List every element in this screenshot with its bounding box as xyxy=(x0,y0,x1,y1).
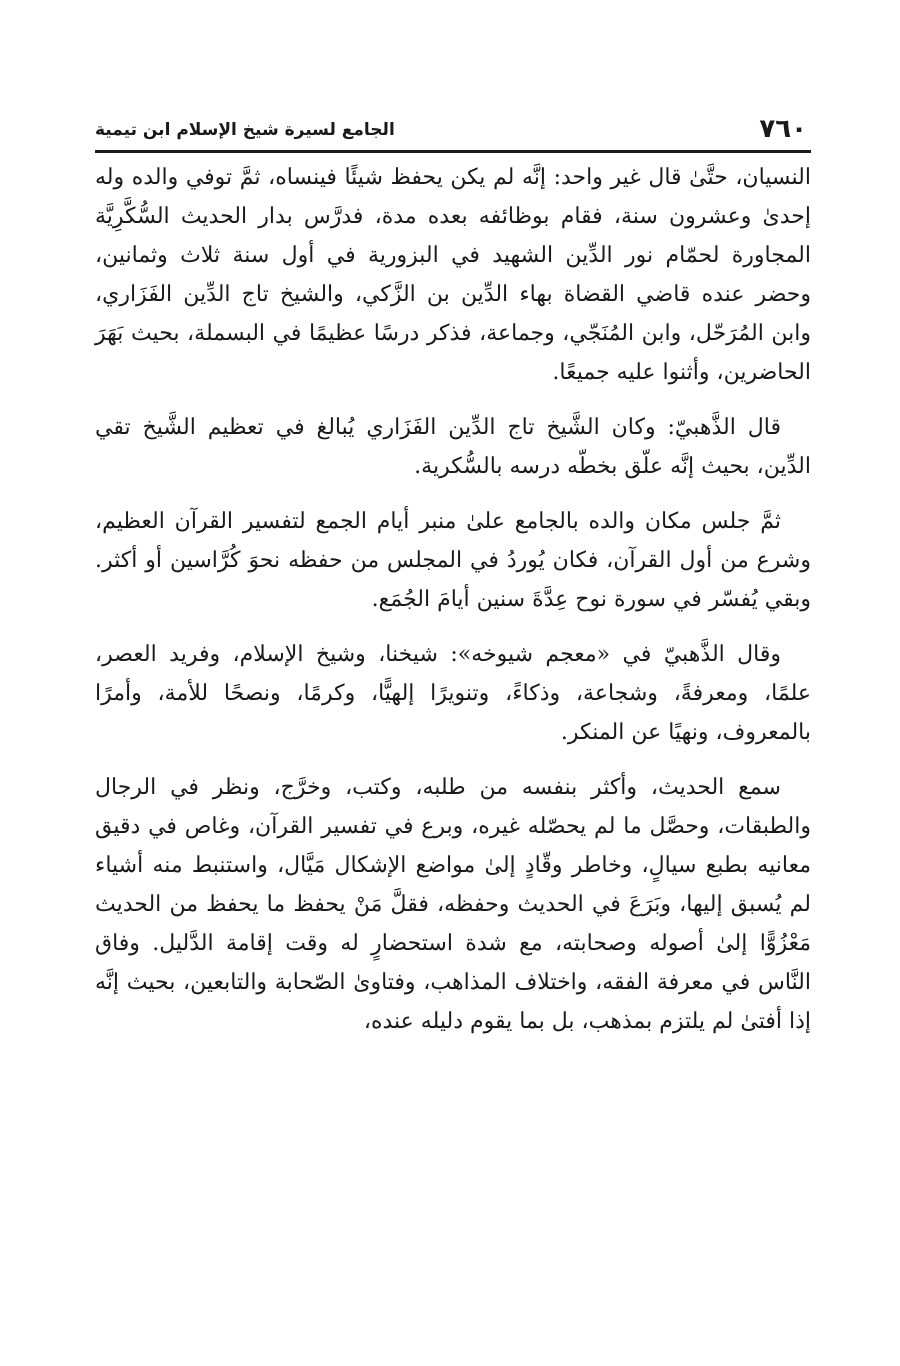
paragraph: النسيان، حتَّىٰ قال غير واحد: إنَّه لم يكن يحفظ شيئًا فينساه، ثمَّ توفي والده وله إحدىٰ وعشرون سنة، فقام بوظائفه بعده مدة، فدرَّس بدار الحديث السُّكَّرِيَّة المجاورة لحمّام نور الدِّين الشهيد في البزورية في أول سنة ثلاث وثمانين، وحضر عنده قاضي القضاة بهاء الدِّين بن الزَّكي، والشيخ تاج الدِّين الفَزَاري، وابن المُرَحّل، وابن المُنَجّي، وجماعة، فذكر درسًا عظيمًا في البسملة، بحيث بَهَرَ الحاضرين، وأثنوا عليه جميعًا. xyxy=(95,165,811,385)
page-body xyxy=(95,158,811,1057)
book-title: الجامع لسيرة شيخ الإسلام ابن تيمية xyxy=(95,120,395,140)
page-header xyxy=(95,112,811,152)
header-rule xyxy=(95,150,811,153)
paragraph: وقال الذَّهبيّ في «معجم شيوخه»: شيخنا، وشيخ الإسلام، وفريد العصر، علمًا، ومعرفةً، وشجاعة، وذكاءً، وتنويرًا إلهيًّا، وكرمًا، ونصحًا للأمة، وأمرًا بالمعروف، ونهيًا عن المنكر. xyxy=(95,642,811,745)
paragraph: ثمَّ جلس مكان والده بالجامع علىٰ منبر أيام الجمع لتفسير القرآن العظيم، وشرع من أول القرآن، فكان يُوردُ في المجلس من حفظه نحوَ كُرَّاسين أو أكثر. وبقي يُفسّر في سورة نوح عِدَّةَ سنين أيامَ الجُمَع. xyxy=(95,509,811,612)
paragraph: قال الذَّهبيّ: وكان الشَّيخ تاج الدِّين الفَزَاري يُبالغ في تعظيم الشَّيخ تقي الدِّين، بحيث إنَّه علّق بخطّه درسه بالسُّكرية. xyxy=(95,415,811,479)
page-number: ٧٦٠ xyxy=(759,114,807,144)
paragraph: سمع الحديث، وأكثر بنفسه من طلبه، وكتب، وخرَّج، ونظر في الرجال والطبقات، وحصَّل ما لم يحصّله غيره، وبرع في تفسير القرآن، وغاص في دقيق معانيه بطبع سيالٍ، وخاطر وقّادٍ إلىٰ مواضع الإشكال مَيَّال، واستنبط منه أشياء لم يُسبق إليها، وبَرَعَ في الحديث وحفظه، فقلَّ مَنْ يحفظ ما يحفظ من الحديث مَعْزُوًّا إلىٰ أصوله وصحابته، مع شدة استحضارٍ له وقت إقامة الدَّليل. وفاق النَّاس في معرفة الفقه، واختلاف المذاهب، وفتاوىٰ الصّحابة والتابعين، بحيث إنَّه إذا أفتىٰ لم يلتزم بمذهب، بل بما يقوم دليله عنده، xyxy=(95,775,811,1034)
